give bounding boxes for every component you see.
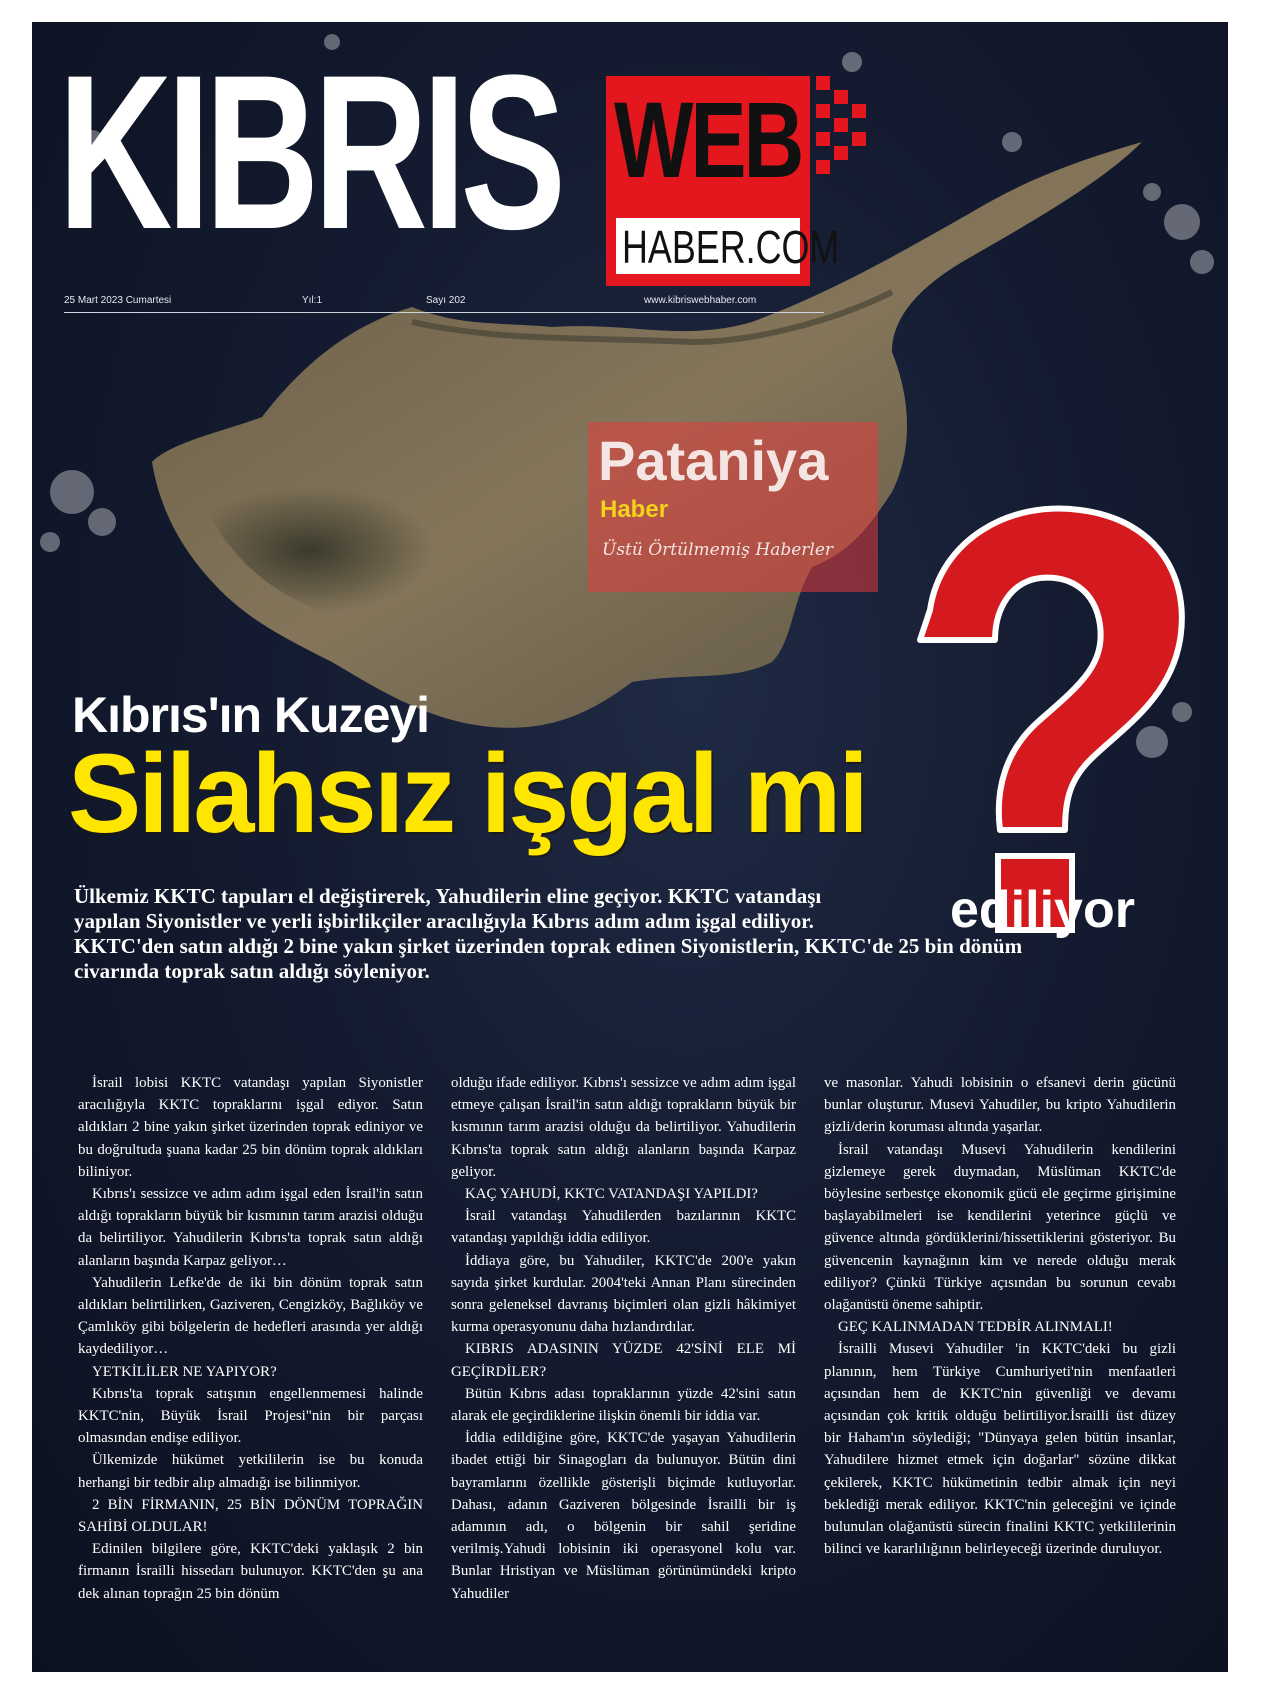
paragraph: İsrail lobisi KKTC vatandaşı yapılan Siyonistler aracılığıyla KKTC topraklarını işgal ediyor. Satın aldıkları 2 bine yakın şirket üzerinden toprak ediniyor ve bu doğrultuda şuana kadar 25 bin dönüm toprak aldıkları biliniyor. — [78, 1075, 423, 1180]
logo-web-text: WEB — [614, 79, 802, 200]
masthead-title: KIBRIS — [58, 29, 561, 275]
logo-haber-text: HABER.COM — [622, 221, 840, 273]
paragraph: İsrail vatandaşı Musevi Yahudilerin kendilerini gizlemeye gerek duymadan, Müslüman KKTC'de böylesine serbestçe ekonomik gücü ele geçirme girişimine başlayabilmeleri ise kendilerini yeterince güçlü ve güvence altında gördüklerini/hissettiklerini gösteriyor. Bu güvencenin kaynağının kim ve nerede olduğu merak ediliyor? Çünkü Türkiye açısından bu sorunun cevabı olağanüstü öneme sahiptir. — [824, 1141, 1176, 1314]
lede-line: civarında toprak satın aldığı söyleniyor. — [74, 959, 430, 983]
website-url[interactable]: www.kibriswebhaber.com — [644, 295, 757, 306]
paragraph: Ülkemizde hükümet yetkililerin ise bu konuda herhangi bir tedbir alıp almadığı ise bilinmiyor. — [78, 1452, 423, 1491]
lede-line: KKTC'den satın aldığı 2 bine yakın şirket üzerinden toprak edinen Siyonistlerin, KKTC'de 25 bin dönüm — [74, 934, 1023, 958]
subheading: YETKİLİLER NE YAPIYOR? — [92, 1363, 277, 1380]
subheading: KIBRIS ADASININ YÜZDE 42'SİNİ ELE Mİ GEÇİRDİLER? — [451, 1341, 796, 1380]
issue-date: 25 Mart 2023 Cumartesi — [64, 295, 172, 306]
paragraph: Yahudilerin Lefke'de de iki bin dönüm toprak satın aldıkları belirtilirken, Gaziveren, Cengizköy, Bağlıköy ve Çamlıköy gibi bölgelerin de hedefleri arasında yer aldığı kaydediliyor… — [78, 1274, 423, 1358]
article-column-3 — [824, 1072, 1176, 1560]
paragraph: İsrail vatandaşı Yahudilerden bazılarının KKTC vatandaşı yapıldığı iddia ediliyor. — [451, 1208, 796, 1247]
lede-paragraph — [74, 884, 1194, 984]
subheading: 2 BİN FİRMANIN, 25 BİN DÖNÜM TOPRAĞIN SAHİBİ OLDULAR! — [78, 1496, 423, 1536]
watermark-tagline: Üstü Örtülmemiş Haberler — [602, 540, 834, 560]
paragraph: Kıbrıs'ta toprak satışının engellenmemesi halinde KKTC'nin, Büyük İsrail Projesi"nin bir parçası olmasından endişe ediliyor. — [78, 1385, 423, 1447]
subheading: KAÇ YAHUDİ, KKTC VATANDAŞI YAPILDI? — [465, 1186, 758, 1203]
logo-pixel-decoration — [816, 76, 886, 186]
paragraph: İsrailli Musevi Yahudiler 'in KKTC'deki bu gizli planının, hem Türkiye Cumhuriyeti'nin menfaatleri açısından hem de KKTC'nin güvenliği ve devamı açısından çok kritik olduğu belirtiliyor.İsrailli üst düzey bir Haham'ın söylediği; "Dünyaya gelen bütün insanlar, Yahudilere hizmet etmek için doğarlar" sözüne dikkat çekilerek, KKTC hükümetinin tedbir almak için neyi beklediği merak ediliyor. KKTC'nin geleceğini ve içinde bulunulan olağanüstü sürecin finalini KKTC yetkililerinin bilinci ve kararlılığının belirleyeceği üzerinde duruluyor. — [824, 1341, 1176, 1558]
paragraph: İddia edildiğine göre, KKTC'de yaşayan Yahudilerin ibadet ettiği bir Sinagogları da bulunuyor. Bütün dini bayramlarını özellikle gösterişli biçimde kutluyorlar. Dahası, adanın Gaziveren bölgesinde İsrailli bir iş adamının adı, o bölgenin bir sahil şeridine verilmiş.Yahudi lobisinin iki operasyonel kolu var. Bunlar Hristiyan ve Müslüman görünümündeki kripto Yahudiler — [451, 1430, 796, 1602]
logo-web-box — [606, 76, 840, 286]
watermark-name: Pataniya — [598, 429, 829, 492]
article-column-1 — [78, 1072, 423, 1605]
lede-line: Ülkemiz KKTC tapuları el değiştirerek, Yahudilerin eline geçiyor. KKTC vatandaşı — [74, 884, 822, 908]
pataniya-watermark — [588, 422, 878, 592]
article-column-2 — [451, 1072, 796, 1605]
article-body — [78, 1072, 1198, 1652]
paragraph: Bütün Kıbrıs adası topraklarının yüzde 42'sini satın alarak ele geçirdiklerine ilişkin önemli bir iddia var. — [451, 1385, 796, 1425]
masthead — [46, 29, 1006, 306]
issue-number: Sayı 202 — [426, 295, 466, 306]
watermark-sub: Haber — [600, 496, 669, 523]
masthead-info-bar — [64, 292, 824, 313]
paragraph: ve masonlar. Yahudi lobisinin o efsanevi derin gücünü bunlar oluşturur. Musevi Yahudiler, bu kripto Yahudilerin gizli/derin koruması altında yaşarlar. — [824, 1075, 1176, 1136]
subheading: GEÇ KALINMADAN TEDBİR ALINMALI! — [838, 1319, 1113, 1336]
paragraph: olduğu ifade ediliyor. Kıbrıs'ı sessizce ve adım adım işgal etmeye çalışan İsrail'in satın aldığı toprakların büyük bir kısmının tarım arazisi olduğu da belirtiliyor. Yahudilerin Kıbrıs'ta toprak satın aldığı alanların başında Karpaz geliyor. — [451, 1075, 796, 1180]
paragraph: İddiaya göre, bu Yahudiler, KKTC'de 200'e yakın sayıda şirket kurdular. 2004'teki Annan Planı sürecinden sonra geleneksel davranış biçimleri olan gizli hâkimiyet kurma operasyonunu daha hızlandırdılar. — [451, 1252, 796, 1336]
headline-tail: ediliyor — [950, 881, 1135, 939]
paragraph: Edinilen bilgilere göre, KKTC'deki yaklaşık 2 bin firmanın İsrailli hissedarı bulunuyor. KKTC'den şu ana dek alınan toprağın 25 bin dönüm — [78, 1541, 423, 1602]
headline-main: Silahsız işgal mi — [68, 731, 866, 856]
issue-year: Yıl:1 — [302, 295, 323, 306]
paragraph: Kıbrıs'ı sessizce ve adım adım işgal eden İsrail'in satın aldığı toprakların büyük bir kısmının tarım arazisi olduğu da belirtiliyor. Yahudilerin Kıbrıs'ta toprak satın aldığı alanların başında Karpaz geliyor… — [78, 1186, 423, 1269]
logo-haber-box — [616, 218, 840, 274]
lede-line: yapılan Siyonistler ve yerli işbirlikçiler aracılığıyla Kıbrıs adım adım işgal ediliyor. — [74, 909, 814, 933]
newspaper-cover — [32, 22, 1228, 1672]
headline-kicker: Kıbrıs'ın Kuzeyi — [72, 687, 430, 743]
